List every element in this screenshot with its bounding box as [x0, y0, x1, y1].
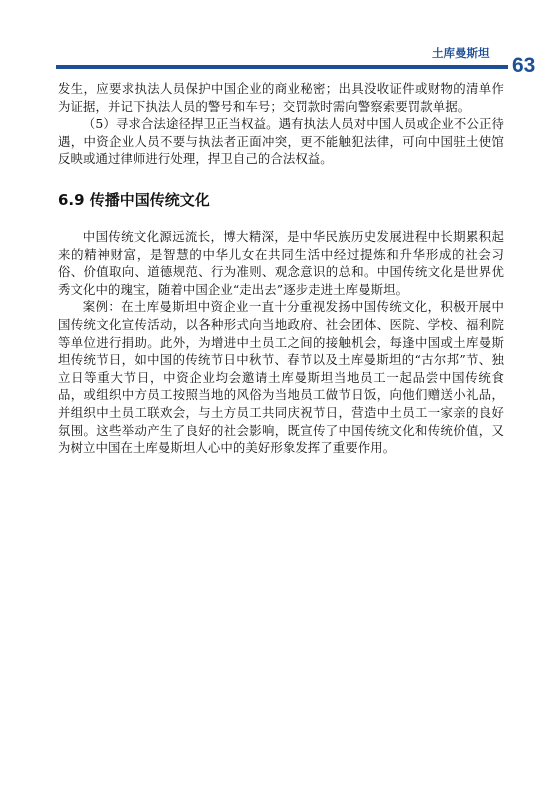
page-content [58, 80, 504, 457]
section-heading: 6.9 传播中国传统文化 [58, 190, 210, 209]
page-number: 63 [512, 54, 536, 77]
paragraph-continued: 发生，应要求执法人员保护中国企业的商业秘密；出具没收证件或财物的清单作为证据，并记下执法人员的警号和车号；交罚款时需向警察索要罚款单据。 [58, 81, 504, 114]
running-title: 土库曼斯坦 [432, 46, 490, 60]
paragraph-item-5: （5）寻求合法途径捍卫正当权益。遇有执法人员对中国人员或企业不公正待遇，中资企业人员不要与执法者正面冲突，更不能触犯法律，可向中国驻土使馆反映或通过律师进行处理，捍卫自己的合法权益。 [58, 116, 504, 167]
header-rule [56, 65, 508, 69]
paragraph-case: 案例：在土库曼斯坦中资企业一直十分重视发扬中国传统文化，积极开展中国传统文化宣传活动，以各种形式向当地政府、社会团体、医院、学校、福利院等单位进行捐助。此外，为增进中土员工之间的接触机会，每逢中国或土库曼斯坦传统节日，如中国的传统节日中秋节、春节以及土库曼斯坦的“古尔邦”节、独立日等重大节日，中资企业均会邀请土库曼斯坦当地员工一起品尝中国传统食品，或组织中方员工按照当地的风俗为当地员工做节日饭，向他们赠送小礼品，并组织中土员工联欢会，与土方员工共同庆祝节日，营造中土员工一家亲的良好氛围。这些举动产生了良好的社会影响，既宣传了中国传统文化和传统价值，又为树立中国在土库曼斯坦人心中的美好形象发挥了重要作用。 [58, 299, 504, 456]
paragraph-intro: 中国传统文化源远流长，博大精深，是中华民族历史发展进程中长期累积起来的精神财富，是智慧的中华儿女在共同生活中经过提炼和升华形成的社会习俗、价值取向、道德规范、行为准则、观念意识的总和。中国传统文化是世界优秀文化中的瑰宝，随着中国企业“走出去”逐步走进土库曼斯坦。 [58, 228, 504, 297]
